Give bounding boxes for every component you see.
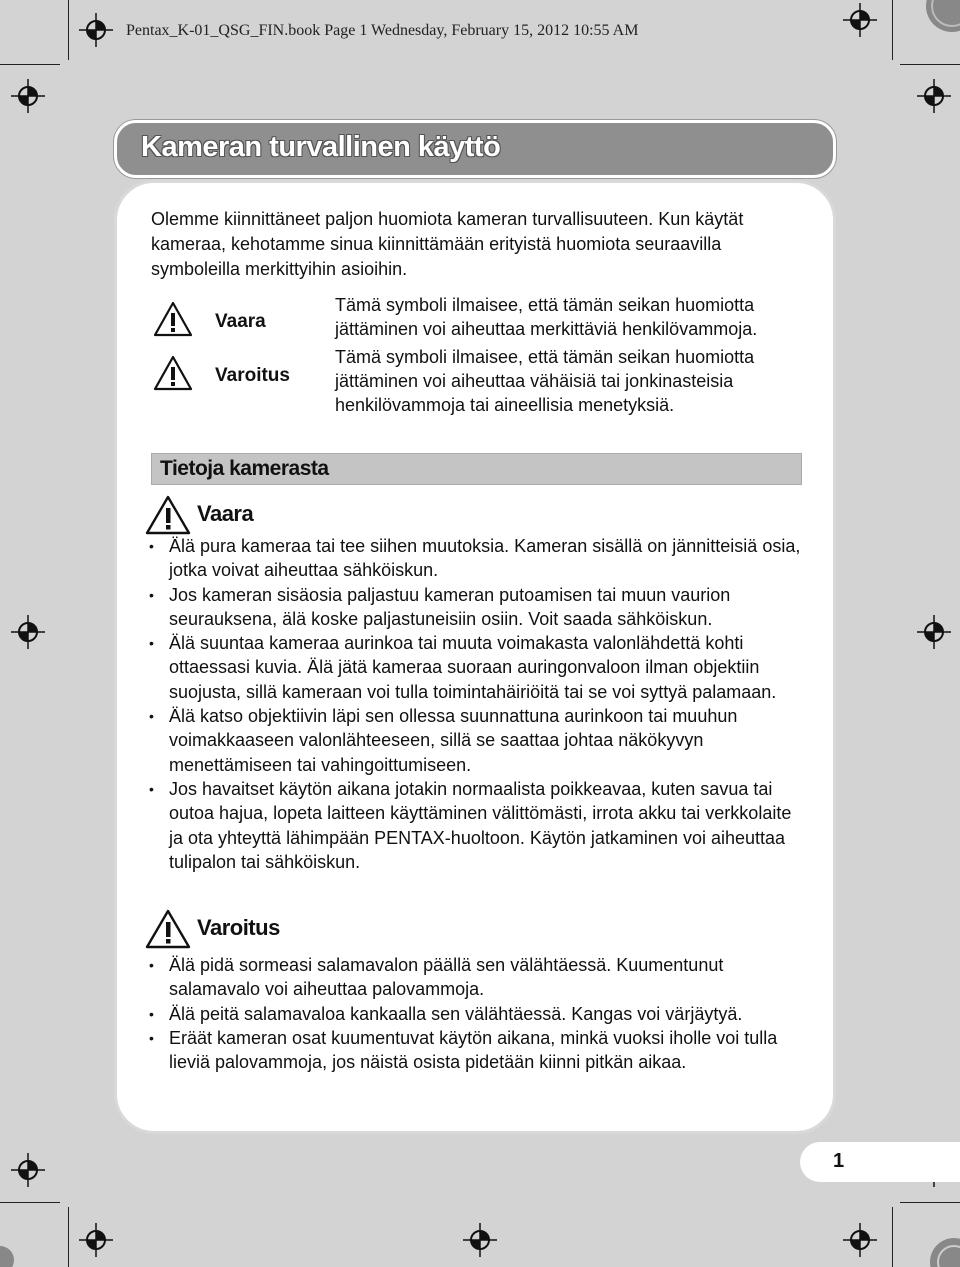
symbol-desc-danger: Tämä symboli ilmaisee, että tämän seikan huomiotta jättäminen voi aiheuttaa merkittäviä henkilövammoja. [335,295,758,339]
caution-heading-text: Varoitus [197,915,280,940]
list-item: • Älä pura kameraa tai tee siihen muutoksia. Kameran sisällä on jännitteisiä osia, jotka voivat aiheuttaa sähköiskun. [147,534,807,583]
caution-list [147,953,807,1074]
danger-heading-text: Vaara [197,501,254,526]
list-item: • Älä katso objektiivin läpi sen ollessa suunnattuna aurinkoon tai muuhun voimakkaaseen valonlähteeseen, sillä se saattaa johtaa näkökyvyn menettämiseen tai vahingoittumiseen. [147,704,807,777]
crop-line [68,1207,69,1267]
registration-mark-icon [843,3,877,37]
list-item: • Jos havaitset käytön aikana jotakin normaalista poikkeavaa, kuten savua tai outoa hajua, lopeta laitteen käyttäminen välittömästi, irrota akku tai verkkolaite ja ota yhteyttä lähimpään PENTAX-huoltoon. Käytön jatkaminen voi aiheuttaa tulipalon tai sähköiskun. [147,777,807,874]
section-title: Tietoja kamerasta [160,457,329,480]
registration-mark-icon [11,1153,45,1187]
symbol-desc-caution: Tämä symboli ilmaisee, että tämän seikan huomiotta jättäminen voi aiheuttaa vähäisiä tai jonkinasteisia henkilövammoja tai aineellisia menetyksiä. [335,347,755,415]
warning-triangle-icon [145,909,191,949]
warning-triangle-icon [153,355,193,391]
corner-mark-icon [924,1232,960,1267]
corner-mark-icon [0,1232,14,1267]
registration-mark-icon [11,615,45,649]
list-item: • Jos kameran sisäosia paljastuu kameran putoamisen tai muun vaurion seurauksena, älä koske paljastuneisiin osiin. Voit saada sähköiskun. [147,583,807,632]
registration-mark-icon [11,79,45,113]
crop-line [68,0,69,60]
registration-mark-icon [463,1223,497,1257]
registration-mark-icon [79,1223,113,1257]
page-number: 1 [833,1150,845,1172]
list-item: • Älä peitä salamavaloa kankaalla sen välähtäessä. Kangas voi värjäytyä. [147,1002,807,1026]
corner-mark-icon [922,0,960,34]
danger-list [147,534,807,874]
crop-line [0,1202,60,1203]
content-panel [114,180,836,1134]
page-title: Kameran turvallinen käyttö [141,131,501,163]
file-info-header: Pentax_K-01_QSG_FIN.book Page 1 Wednesday, February 15, 2012 10:55 AM [126,22,639,39]
registration-mark-icon [79,13,113,47]
warning-triangle-icon [153,301,193,337]
symbol-label-caution: Varoitus [215,365,290,386]
registration-mark-icon [917,79,951,113]
list-item: • Eräät kameran osat kuumentuvat käytön aikana, minkä vuoksi iholle voi tulla lieviä palovammoja, jos näistä osista pidetään kiinni pitkän aikaa. [147,1026,807,1075]
list-item: • Älä pidä sormeasi salamavalon päällä sen välähtäessä. Kuumentunut salamavalo voi aiheuttaa palovammoja. [147,953,807,1002]
crop-line [892,1207,893,1267]
list-item: • Älä suuntaa kameraa aurinkoa tai muuta voimakasta valonlähdettä kohti ottaessasi kuvia. Älä jätä kameraa suoraan auringonvaloon ilman objektiin suojusta, sillä kameraan voi tulla toimintahäiriöitä tai se voi syttyä palamaan. [147,631,807,704]
registration-mark-icon [843,1223,877,1257]
crop-line [900,64,960,65]
registration-mark-icon [917,615,951,649]
title-banner [114,120,836,178]
intro-paragraph: Olemme kiinnittäneet paljon huomiota kameran turvallisuuteen. Kun käytät kameraa, kehotamme sinua kiinnittämään erityistä huomiota seuraavilla symboleilla merkittyihin asioihin. [151,209,744,279]
crop-line [900,1202,960,1203]
crop-line [0,64,60,65]
crop-line [892,0,893,60]
symbol-label-danger: Vaara [215,311,266,332]
warning-triangle-icon [145,495,191,535]
page-number-tab [800,1142,960,1182]
section-header [151,453,802,485]
